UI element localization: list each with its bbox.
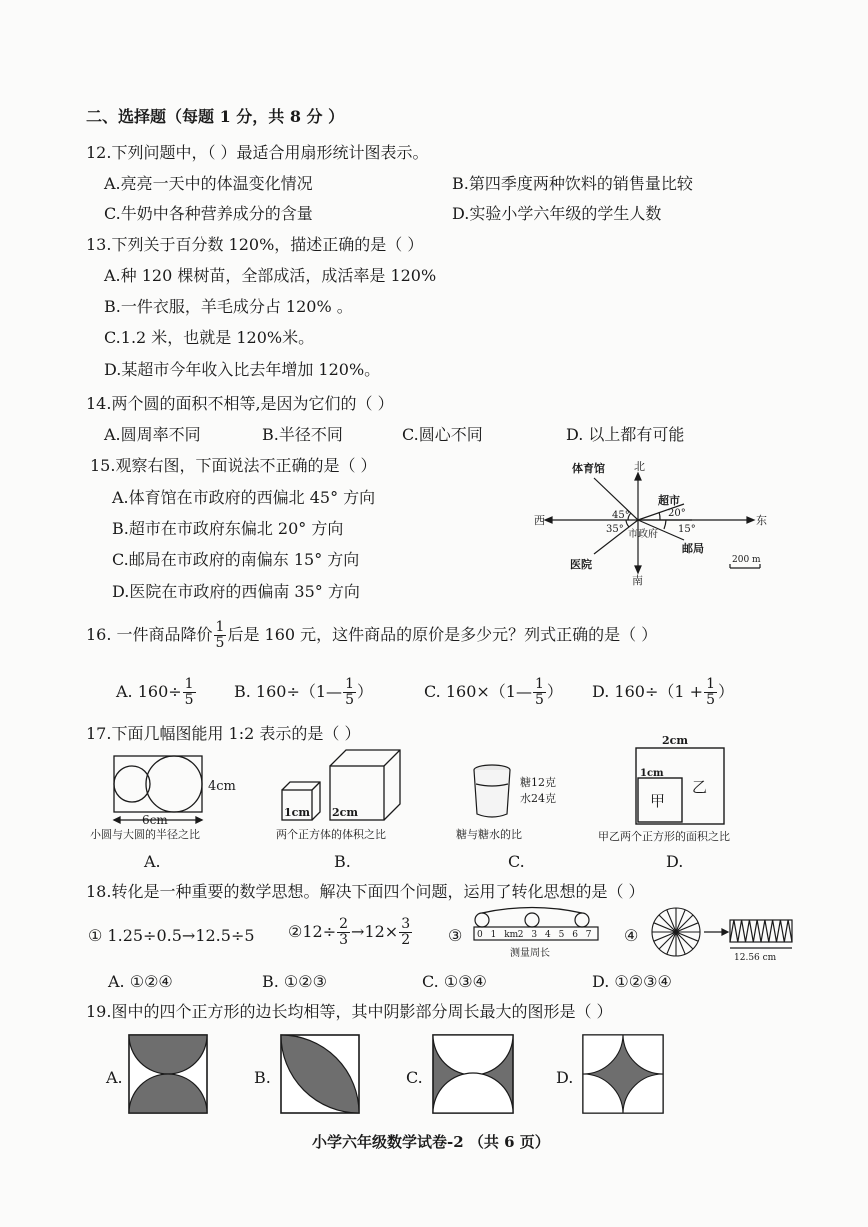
q16-b-close: ） xyxy=(356,682,373,701)
question-18-stem: 18.转化是一种重要的数学思想。解决下面四个问题，运用了转化思想的是（ ） xyxy=(86,882,645,901)
north-arrow-icon xyxy=(635,473,641,480)
map-angle-15: 15° xyxy=(678,524,696,535)
fig-a-width: 6cm xyxy=(142,813,168,827)
q16-b-text: B. 160÷（1— xyxy=(234,682,343,701)
question-16-stem xyxy=(86,620,657,651)
section-title: 二、选择题（每题 1 分，共 8 分 ） xyxy=(86,107,345,126)
sector-line xyxy=(659,932,676,949)
map-angle-45: 45° xyxy=(612,510,630,521)
fraction-one-fifth xyxy=(214,620,227,651)
q13-option-a[interactable]: A.种 120 棵树苗，全部成活，成活率是 120% xyxy=(104,266,437,285)
q16-stem-pre: 16. 一件商品降价 xyxy=(86,625,213,644)
ruler-tick-label: 0 xyxy=(477,930,483,940)
fig-d-label: D. xyxy=(666,852,684,871)
strip-dimension: 12.56 cm xyxy=(734,953,777,963)
q15-option-c[interactable]: C.邮局在市政府的南偏东 15° 方向 xyxy=(112,550,360,569)
fraction-numerator: 1 xyxy=(184,676,194,692)
q12-option-a[interactable]: A.亮亮一天中的体温变化情况 xyxy=(104,174,313,193)
q19-option-a[interactable]: A. xyxy=(106,1068,123,1087)
q18-item-2 xyxy=(288,917,413,948)
ruler-tick-label: km xyxy=(504,930,519,940)
fig-a-caption: 小圆与大圆的半径之比 xyxy=(90,828,200,841)
west-arrow-icon xyxy=(545,517,552,523)
fig-b-small: 1cm xyxy=(284,806,310,819)
fraction-numerator: 1 xyxy=(534,676,544,692)
q19-option-c[interactable]: C. xyxy=(406,1068,423,1087)
figure-a-circles[interactable] xyxy=(90,752,260,852)
east-arrow-icon xyxy=(747,517,754,523)
fig-b-caption: 两个正方体的体积之比 xyxy=(276,828,386,841)
q13-option-c[interactable]: C.1.2 米，也就是 120%米。 xyxy=(104,328,315,347)
q14-option-d[interactable]: D. 以上都有可能 xyxy=(566,425,685,444)
q14-option-b[interactable]: B.半径不同 xyxy=(262,425,343,444)
fig-b-label: B. xyxy=(334,852,351,871)
q19-figure-b[interactable] xyxy=(280,1034,360,1114)
direction-map xyxy=(532,458,772,588)
q16-c-close: ） xyxy=(546,682,563,701)
fig-c-caption: 糖与糖水的比 xyxy=(456,828,522,841)
q16-stem-post: 后是 160 元，这件商品的原价是多少元？列式正确的是（ ） xyxy=(227,625,658,644)
angle-15-arc xyxy=(664,520,666,529)
q14-option-a[interactable]: A.圆周率不同 xyxy=(104,425,201,444)
angle-35-arc xyxy=(626,520,629,527)
map-south: 南 xyxy=(632,574,643,587)
fraction-denominator: 5 xyxy=(706,692,715,708)
fig-a-label: A. xyxy=(144,852,161,871)
fig-d-caption: 甲乙两个正方形的面积之比 xyxy=(598,830,730,843)
fig-b-big: 2cm xyxy=(332,806,358,819)
ruler-caption: 测量周长 xyxy=(510,948,550,959)
fraction-denominator: 3 xyxy=(339,932,349,948)
q16-option-d[interactable] xyxy=(592,677,734,708)
ruler-tick-label: 5 xyxy=(558,930,565,940)
map-angle-20: 20° xyxy=(668,508,686,519)
fraction-numerator: 1 xyxy=(706,676,715,692)
q16-d-close: ） xyxy=(717,682,734,701)
q18-item-3: ③ xyxy=(448,926,463,945)
q19-figure-a[interactable] xyxy=(128,1034,208,1114)
question-17-stem: 17.下面几幅图能用 1:2 表示的是（ ） xyxy=(86,724,361,743)
fig-c-water: 水24克 xyxy=(520,792,556,805)
q15-option-a[interactable]: A.体育馆在市政府的西偏北 45° 方向 xyxy=(112,488,376,507)
q12-option-c[interactable]: C.牛奶中各种营养成分的含量 xyxy=(104,204,313,223)
figure-b-cubes[interactable] xyxy=(270,746,420,852)
q16-option-c[interactable] xyxy=(424,677,563,708)
question-13-stem: 13.下列关于百分数 120%，描述正确的是（ ） xyxy=(86,235,424,254)
south-arrow-icon xyxy=(635,566,641,573)
sector-line xyxy=(676,915,693,932)
figure-d-squares[interactable] xyxy=(592,730,812,852)
ruler-tick-label: 3 xyxy=(531,930,538,940)
q13-option-d[interactable]: D.某超市今年收入比去年增加 120%。 xyxy=(104,360,381,379)
circle-to-strip-figure xyxy=(648,904,808,966)
page-footer: 小学六年级数学试卷-2 （共 6 页） xyxy=(312,1133,550,1151)
q18-option-c[interactable]: C. ①③④ xyxy=(422,972,487,991)
fraction-three-halves xyxy=(399,917,412,948)
map-north: 北 xyxy=(634,460,645,473)
q16-d-text: D. 160÷（1 + xyxy=(592,682,704,701)
ruler-figure xyxy=(470,910,606,962)
fraction-one-fifth xyxy=(183,677,196,708)
q16-option-b[interactable] xyxy=(234,677,373,708)
fig-d-yi: 乙 xyxy=(692,778,708,796)
q18-item-2-pre: ②12÷ xyxy=(288,922,337,941)
fig-a-height: 4cm xyxy=(208,779,236,794)
sector-line xyxy=(659,915,676,932)
fraction-denominator: 5 xyxy=(215,635,225,651)
fraction-denominator: 5 xyxy=(534,692,544,708)
map-market: 超市 xyxy=(658,494,680,507)
q19-figure-d[interactable] xyxy=(582,1034,664,1114)
question-14-stem: 14.两个圆的面积不相等,是因为它们的（ ） xyxy=(86,394,394,413)
fig-d-inner: 1cm xyxy=(640,768,664,779)
fraction-numerator: 1 xyxy=(215,619,225,635)
q18-option-a[interactable]: A. ①②④ xyxy=(108,972,173,991)
fraction-denominator: 5 xyxy=(345,692,354,708)
fraction-numerator: 2 xyxy=(339,916,349,932)
q13-option-b[interactable]: B.一件衣服，羊毛成分占 120% 。 xyxy=(104,297,353,316)
question-19-stem: 19.图中的四个正方形的边长均相等，其中阴影部分周长最大的图形是（ ） xyxy=(86,1002,613,1021)
map-angle-35: 35° xyxy=(606,524,624,535)
q16-a-text: A. 160÷ xyxy=(116,682,182,701)
ruler-tick-label: 2 xyxy=(517,930,524,940)
q18-item-2-mid: →12× xyxy=(351,922,399,941)
fraction-denominator: 2 xyxy=(401,932,411,948)
fig-d-outer: 2cm xyxy=(662,734,688,747)
sector-line xyxy=(676,932,693,949)
q18-option-b[interactable]: B. ①②③ xyxy=(262,972,327,991)
q16-option-a[interactable] xyxy=(116,677,197,708)
q15-option-b[interactable]: B.超市在市政府东偏北 20° 方向 xyxy=(112,519,344,538)
fig-d-jia: 甲 xyxy=(650,792,666,810)
fraction-one-fifth xyxy=(343,677,356,708)
q19-figure-c[interactable] xyxy=(432,1034,514,1114)
ruler-tick-label: 1 xyxy=(490,930,497,940)
map-scale: 200 m xyxy=(732,555,761,565)
q12-option-d[interactable]: D.实验小学六年级的学生人数 xyxy=(452,204,662,223)
q16-c-text: C. 160×（1— xyxy=(424,682,532,701)
map-gym: 体育馆 xyxy=(572,462,605,475)
fraction-one-fifth xyxy=(533,677,546,708)
ruler-tick-label: 4 xyxy=(545,930,551,940)
figure-c-cup[interactable] xyxy=(452,762,592,852)
fraction-numerator: 3 xyxy=(401,916,411,932)
fraction-one-fifth xyxy=(704,677,717,708)
q14-option-c[interactable]: C.圆心不同 xyxy=(402,425,483,444)
map-hospital: 医院 xyxy=(570,558,592,571)
q18-item-1: ① 1.25÷0.5→12.5÷5 xyxy=(88,926,255,945)
ruler-tick-label: 6 xyxy=(572,930,578,940)
fraction-denominator: 5 xyxy=(184,692,194,708)
map-west: 西 xyxy=(534,514,545,527)
map-east: 东 xyxy=(756,514,767,527)
fig-c-label: C. xyxy=(508,852,525,871)
fraction-two-thirds xyxy=(337,917,350,948)
fraction-numerator: 1 xyxy=(345,676,354,692)
q19-option-d[interactable]: D. xyxy=(556,1068,574,1087)
ruler-tick-label: 7 xyxy=(585,930,592,940)
q15-option-d[interactable]: D.医院在市政府的西偏南 35° 方向 xyxy=(112,582,360,601)
q19-option-b[interactable]: B. xyxy=(254,1068,271,1087)
question-15-stem: 15.观察右图，下面说法不正确的是（ ） xyxy=(90,456,377,475)
angle-20-arc xyxy=(659,512,660,520)
map-city-hall: 市政府 xyxy=(628,529,658,540)
fig-c-sugar: 糖12克 xyxy=(520,776,556,789)
q12-option-b[interactable]: B.第四季度两种饮料的销售量比较 xyxy=(452,174,693,193)
q18-option-d[interactable]: D. ①②③④ xyxy=(592,972,672,991)
map-post: 邮局 xyxy=(682,542,704,555)
q18-item-4: ④ xyxy=(624,926,639,945)
question-12-stem: 12.下列问题中，（ ）最适合用扇形统计图表示。 xyxy=(86,143,429,162)
